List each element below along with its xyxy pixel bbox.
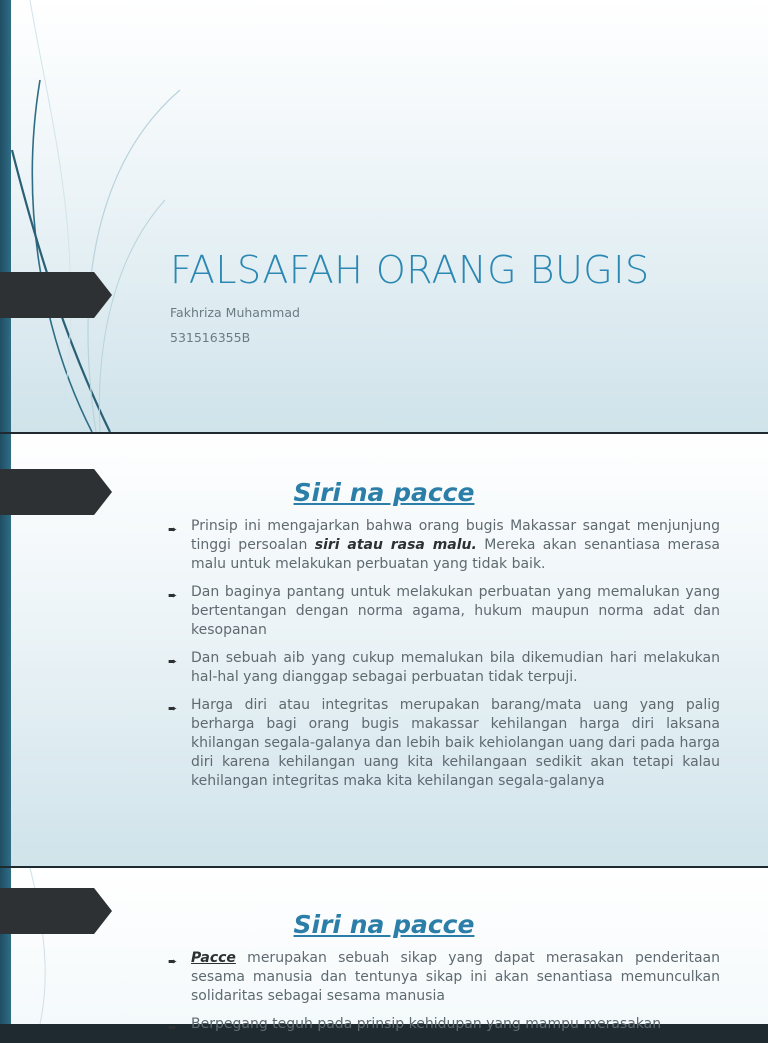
author-name: Fakhriza Muhammad bbox=[170, 305, 300, 320]
right-arrow-bullet-icon: ➨ bbox=[168, 589, 178, 602]
arrow-tab-shape bbox=[0, 272, 112, 318]
bullet-list bbox=[168, 517, 720, 800]
right-arrow-bullet-icon: ➨ bbox=[168, 655, 178, 668]
bullet-text: merupakan sebuah sikap yang dapat merasakan penderitaan sesama manusia dan tentunya sikap ini akan senantiasa memunculkan solidaritas sebagai sesama manusia bbox=[191, 950, 720, 1004]
student-id: 531516355B bbox=[170, 330, 251, 345]
list-item bbox=[168, 517, 720, 574]
bullet-emphasis: Pacce bbox=[191, 950, 236, 966]
bullet-text: Berpegang teguh pada prinsip kehidupan yang mampu merasakan bbox=[191, 1016, 662, 1032]
list-item bbox=[168, 583, 720, 640]
bullet-text: Dan sebuah aib yang cukup memalukan bila dikemudian hari melakukan hal-hal yang dianggap sebagai perbuatan tidak terpuji. bbox=[191, 650, 720, 685]
list-item bbox=[168, 649, 720, 687]
list-item bbox=[168, 1015, 720, 1034]
bullet-emphasis: siri atau rasa malu. bbox=[314, 537, 477, 553]
content-slide-2 bbox=[0, 868, 768, 1034]
right-arrow-bullet-icon: ➨ bbox=[168, 1021, 178, 1034]
bullet-text: Dan baginya pantang untuk melakukan perbuatan yang memalukan yang bertentangan dengan norma agama, hukum maupun norma adat dan kesopanan bbox=[191, 584, 720, 638]
content-slide-1 bbox=[0, 434, 768, 866]
presentation-title: FALSAFAH ORANG BUGIS bbox=[170, 248, 650, 292]
decorative-swoosh-lines bbox=[0, 0, 220, 432]
slide-heading: Siri na pacce bbox=[293, 910, 475, 939]
right-arrow-bullet-icon: ➨ bbox=[168, 523, 178, 536]
bullet-text: Harga diri atau integritas merupakan barang/mata uang yang palig berharga bagi orang bugis makassar kehilangan harga diri laksana khilangan segala-galanya dan lebih baik kehiolangan uang dari pada harga diri karena kehilangan uang kita kehilangaan sedikit akan tetapi kalau kehilangan integritas maka kita kehilangan segala-galanya bbox=[191, 697, 720, 789]
right-arrow-bullet-icon: ➨ bbox=[168, 702, 178, 715]
title-slide bbox=[0, 0, 768, 432]
right-arrow-bullet-icon: ➨ bbox=[168, 955, 178, 968]
slide-left-bar bbox=[0, 0, 11, 432]
bullet-text: Mereka akan senantiasa merasa malu untuk melakukan perbuatan yang tidak baik. bbox=[191, 537, 720, 572]
bullet-list bbox=[168, 949, 720, 1043]
list-item bbox=[168, 696, 720, 791]
list-item bbox=[168, 949, 720, 1006]
bullet-text: Prinsip ini mengajarkan bahwa orang bugis Makassar sangat menjunjung tinggi persoalan bbox=[191, 518, 720, 553]
slide-heading: Siri na pacce bbox=[293, 478, 475, 507]
